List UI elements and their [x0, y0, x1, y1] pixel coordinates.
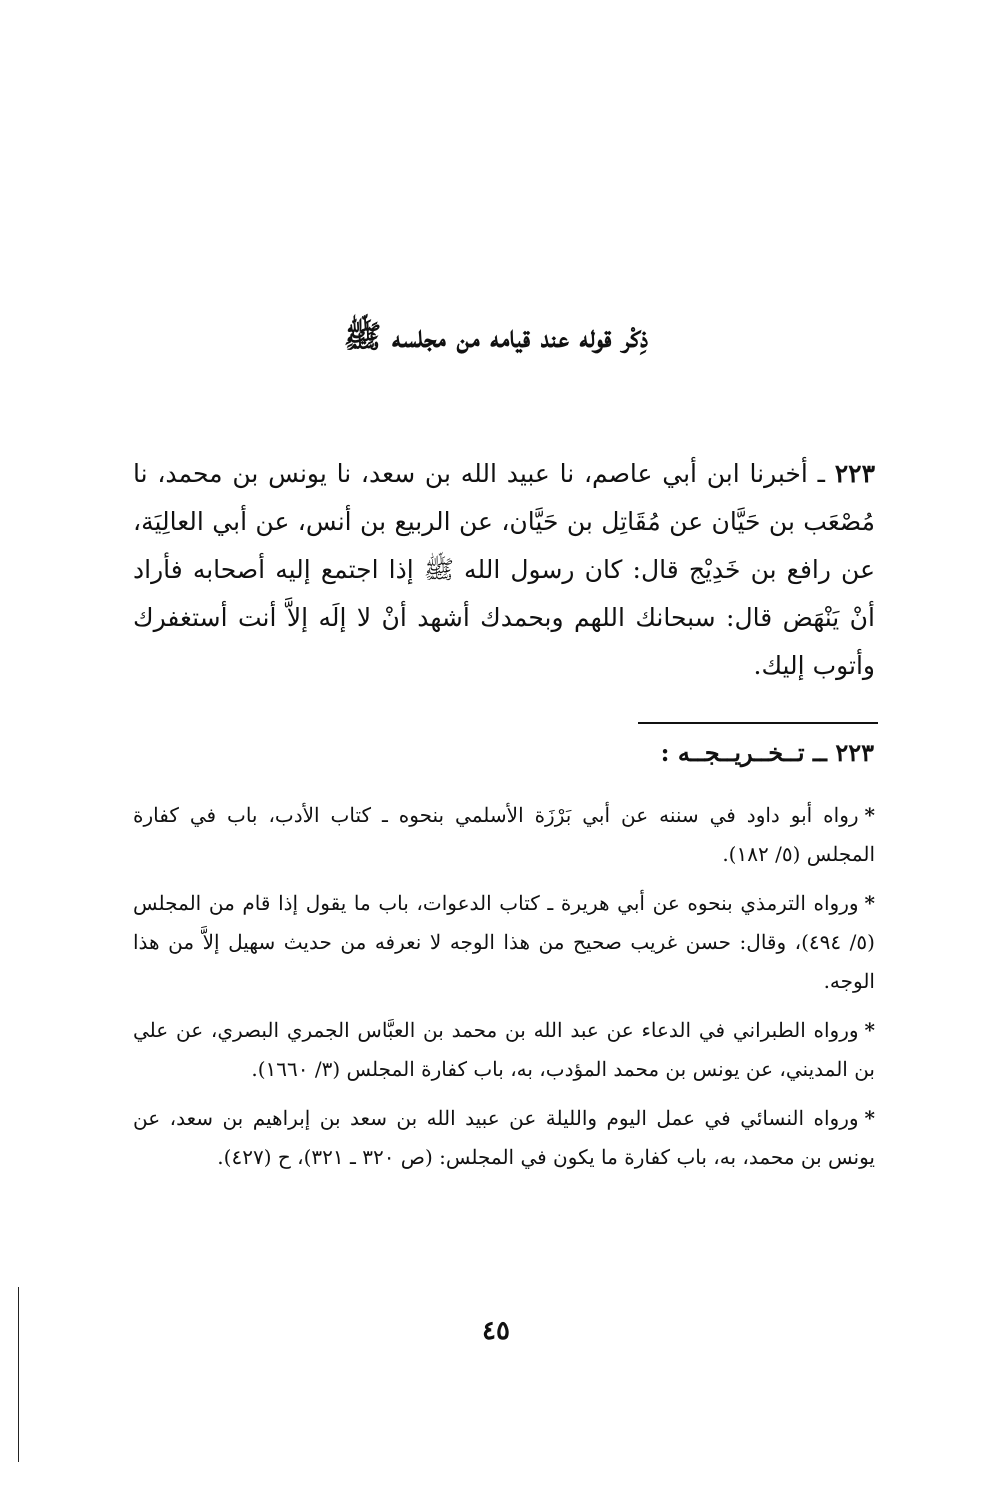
takhrij-note [133, 1099, 875, 1177]
page-number: ٤٥ [482, 1316, 510, 1346]
note-bullet: * [864, 1106, 875, 1130]
note-bullet: * [864, 803, 876, 827]
hadith-number: ٢٢٣ [834, 459, 876, 488]
note-text: ورواه الطبراني في الدعاء عن عبد الله بن محمد بن العبَّاس الجمري البصري، عن علي بن المديني، عن يونس بن محمد المؤدب، به، باب كفارة المجلس (٣/ ١٦٦٠). [133, 1018, 875, 1081]
scan-edge-line [18, 1287, 19, 1462]
note-text: ورواه الترمذي بنحوه عن أبي هريرة ـ كتاب الدعوات، باب ما يقول إذا قام من المجلس (٥/ ٤٩٤)، وقال: حسن غريب صحيح من هذا الوجه لا نعرفه من حديث سهيل إلاَّ من هذا الوجه. [133, 891, 875, 993]
takhrij-note [133, 796, 875, 874]
takhrij-heading: ٢٢٣ ــ تــخــريــجــه : [660, 738, 874, 767]
takhrij-note [133, 884, 875, 1001]
footnote-separator [638, 722, 878, 724]
chapter-title: ذِكْر قوله عند قيامه من مجلسه ﷺ [343, 319, 649, 355]
hadith-text: أخبرنا ابن أبي عاصم، نا عبيد الله بن سعد، نا يونس بن محمد، نا مُصْعَب بن حَيَّان عن مُقَاتِل بن حَيَّان، عن الربيع بن أنس، عن أبي العالِيَة، عن رافع بن خَدِيْج قال: كان رسول الله ﷺ إذا اجتمع إليه أصحابه فأراد أنْ يَنْهَض قال: سبحانك اللهم وبحمدك أشهد أنْ لا إلَه إلاَّ أنت أستغفرك وأتوب إليك. [133, 459, 875, 680]
note-bullet: * [864, 891, 876, 915]
hadith-dash: ـ [807, 459, 835, 488]
takhrij-note [133, 1011, 875, 1089]
note-text: ورواه النسائي في عمل اليوم والليلة عن عبيد الله بن سعد بن إبراهيم بن سعد، عن يونس بن محمد، به، باب كفارة ما يكون في المجلس: (ص ٣٢٠ ـ ٣٢١)، ح (٤٢٧). [133, 1106, 875, 1169]
takhrij-notes [133, 796, 875, 1187]
note-text: رواه أبو داود في سننه عن أبي بَرْزَة الأسلمي بنحوه ـ كتاب الأدب، باب في كفارة المجلس (٥/ ١٨٢). [133, 803, 875, 866]
hadith-paragraph [133, 450, 875, 690]
note-bullet: * [864, 1018, 875, 1042]
